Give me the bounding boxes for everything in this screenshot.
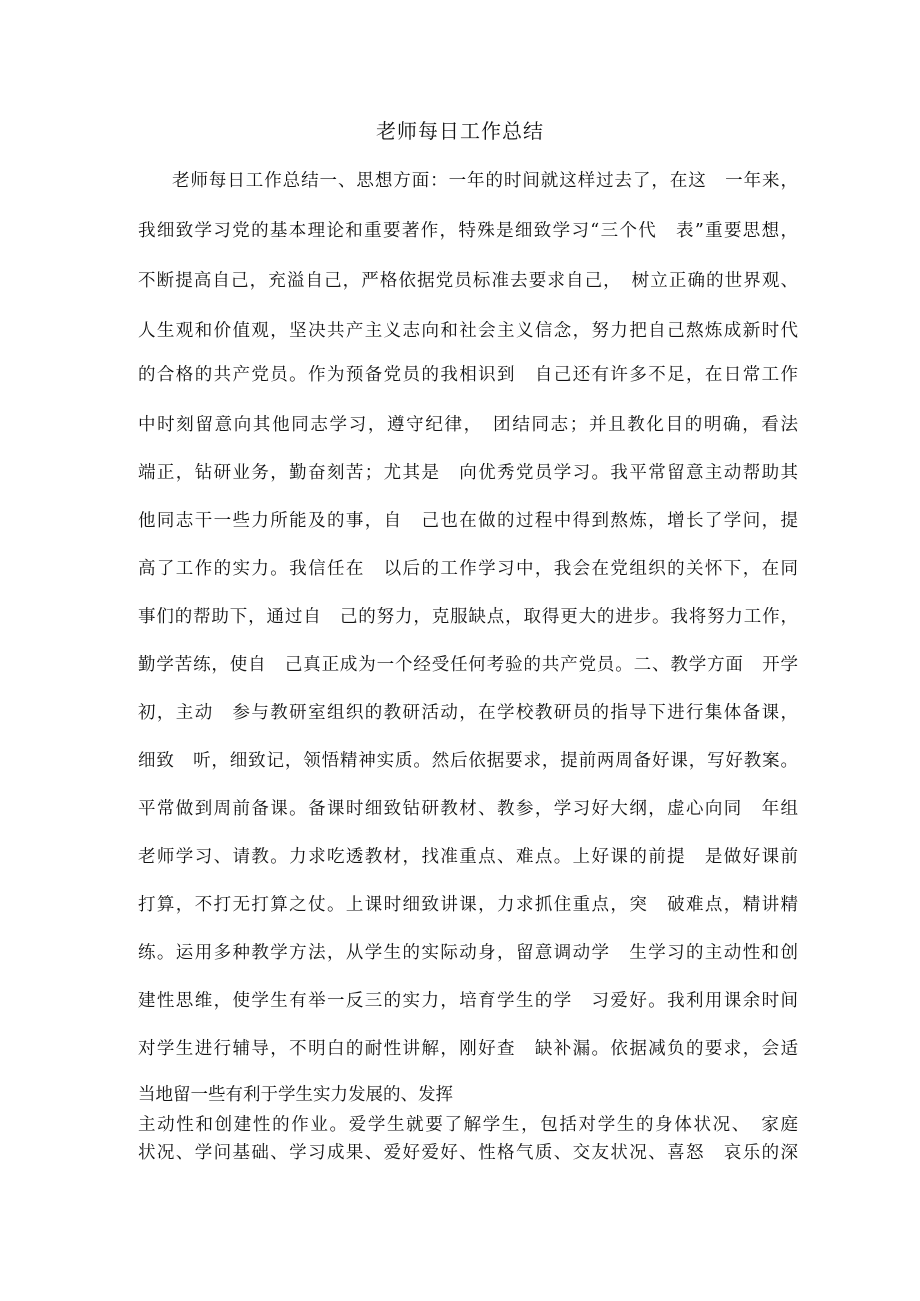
paragraph-line: 事们的帮助下，通过自 己的努力，克服缺点，取得更大的进步。我将努力工作，	[138, 607, 798, 627]
paragraph-line: 我细致学习党的基本理论和重要著作，特殊是细致学习“三个代 表”重要思想，	[138, 221, 798, 241]
paragraph-line: 老师学习、请教。力求吃透教材，找准重点、难点。上好课的前提 是做好课前	[138, 847, 798, 867]
paragraph-line: 他同志干一些力所能及的事，自 己也在做的过程中得到熬炼，增长了学问，提	[138, 511, 798, 531]
paragraph-line: 老师每日工作总结一、思想方面：一年的时间就这样过去了，在这 一年来，	[172, 171, 798, 191]
paragraph-line: 端正，钻研业务，勤奋刻苦；尤其是 向优秀党员学习。我平常留意主动帮助其	[138, 463, 798, 483]
paragraph-line: 主动性和创建性的作业。爱学生就要了解学生，包括对学生的身体状况、 家庭	[138, 1115, 798, 1135]
paragraph-line: 勤学苦练，使自 己真正成为一个经受任何考验的共产党员。二、教学方面 开学	[138, 655, 798, 675]
paragraph-line: 对学生进行辅导，不明白的耐性讲解，刚好查 缺补漏。依据减负的要求，会适	[138, 1039, 798, 1059]
paragraph-line: 高了工作的实力。我信任在 以后的工作学习中，我会在党组织的关怀下，在同	[138, 559, 798, 579]
paragraph-line: 人生观和价值观，坚决共产主义志向和社会主义信念，努力把自己熬炼成新时代	[138, 321, 798, 341]
paragraph-line: 平常做到周前备课。备课时细致钻研教材、教参，学习好大纲，虚心向同 年组	[138, 799, 798, 819]
paragraph-line: 打算，不打无打算之仗。上课时细致讲课，力求抓住重点，突 破难点，精讲精	[138, 895, 798, 915]
paragraph-line: 初，主动 参与教研室组织的教研活动，在学校教研员的指导下进行集体备课，	[138, 703, 798, 723]
paragraph-line: 当地留一些有利于学生实力发展的、发挥	[138, 1085, 453, 1105]
paragraph-line: 细致 听，细致记，领悟精神实质。然后依据要求，提前两周备好课，写好教案。	[138, 751, 798, 771]
paragraph-line: 的合格的共产党员。作为预备党员的我相识到 自己还有许多不足，在日常工作	[138, 365, 798, 385]
paragraph-line: 状况、学问基础、学习成果、爱好爱好、性格气质、交友状况、喜怒 哀乐的深	[138, 1143, 798, 1163]
paragraph-line: 建性思维，使学生有举一反三的实力，培育学生的学 习爱好。我利用课余时间	[138, 991, 798, 1011]
paragraph-line: 不断提高自己，充溢自己，严格依据党员标准去要求自己， 树立正确的世界观、	[138, 271, 798, 291]
document-title: 老师每日工作总结	[376, 119, 544, 143]
paragraph-line: 中时刻留意向其他同志学习，遵守纪律， 团结同志；并且教化目的明确，看法	[138, 415, 798, 435]
paragraph-line: 练。运用多种教学方法，从学生的实际动身，留意调动学 生学习的主动性和创	[138, 943, 798, 963]
